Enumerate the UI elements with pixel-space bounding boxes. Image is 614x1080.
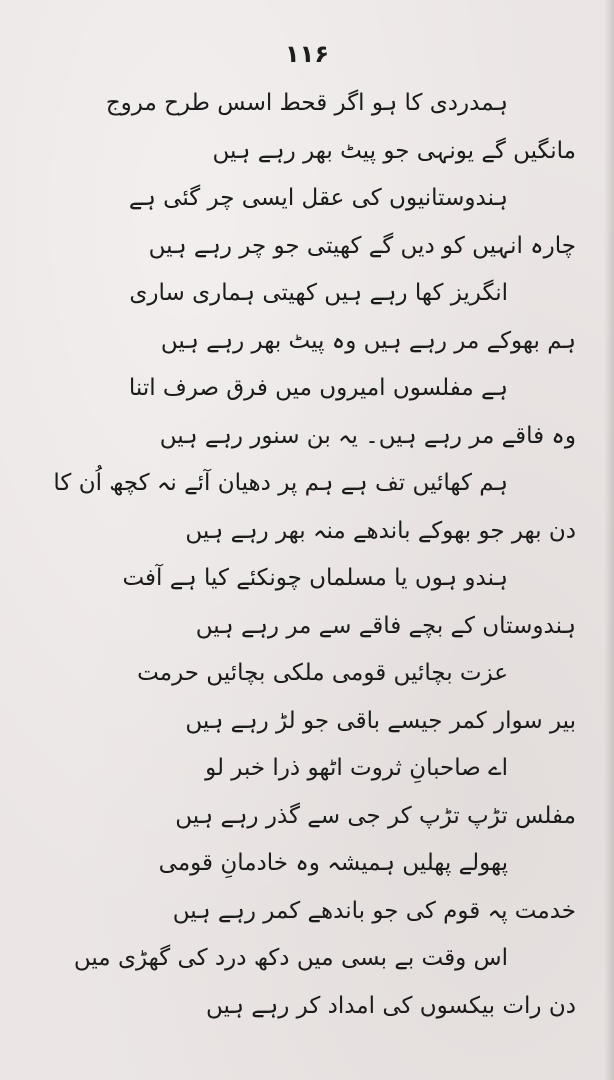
poem-line: ہندو ہوں یا مسلماں چونکئے کیا ہے آفت [122, 565, 508, 591]
poem-line: دن بھر جو بھوکے باندھے منہ بھر رہے ہیں [185, 517, 576, 544]
poem-line: وہ فاقے مر رہے ہیں۔ یہ بن سنور رہے ہیں [159, 422, 576, 449]
poem-line: مانگیں گے یونہی جو پیٹ بھر رہے ہیں [212, 137, 576, 164]
page-edge-shadow [604, 0, 614, 1080]
poem-line: ہم بھوکے مر رہے ہیں وہ پیٹ بھر رہے ہیں [160, 327, 576, 354]
poem-line: پھولے پھلیں ہمیشہ وہ خادمانِ قومی [158, 850, 508, 876]
poem-line: ہندوستاں کے بچے فاقے سے مر رہے ہیں [195, 612, 576, 639]
page-number: ۱۱۶ [285, 40, 329, 68]
poem-line: اے صاحبانِ ثروت اٹھو ذرا خبر لو [205, 755, 508, 781]
poem-line: بیر سوار کمر جیسے باقی جو لڑ رہے ہیں [185, 707, 576, 734]
poem-line: ہم کھائیں تف ہے ہم پر دھیان آئے نہ کچھ اُن کا [53, 470, 508, 496]
poem [28, 80, 588, 1030]
poem-line: ہمدردی کا ہو اگر قحط اسس طرح مروج [105, 90, 508, 116]
poem-line: خدمت پہ قوم کی جو باندھے کمر رہے ہیں [172, 897, 576, 924]
poem-line: عزت بچائیں قومی ملکی بچائیں حرمت [137, 660, 508, 686]
poem-line: مفلس تڑپ تڑپ کر جی سے گذر رہے ہیں [175, 802, 576, 829]
poem-line: اس وقت بے بسی میں دکھ درد کی گھڑی میں [73, 945, 508, 971]
poem-line: ہندوستانیوں کی عقل ایسی چر گئی ہے [128, 185, 508, 211]
poem-line: انگریز کھا رہے ہیں کھیتی ہماری ساری [129, 280, 508, 306]
poem-line: ہے مفلسوں امیروں میں فرق صرف اتنا [128, 375, 508, 401]
poem-line: چارہ انہیں کو دیں گے کھیتی جو چر رہے ہیں [148, 232, 576, 259]
poem-line: دن رات بیکسوں کی امداد کر رہے ہیں [206, 992, 576, 1019]
